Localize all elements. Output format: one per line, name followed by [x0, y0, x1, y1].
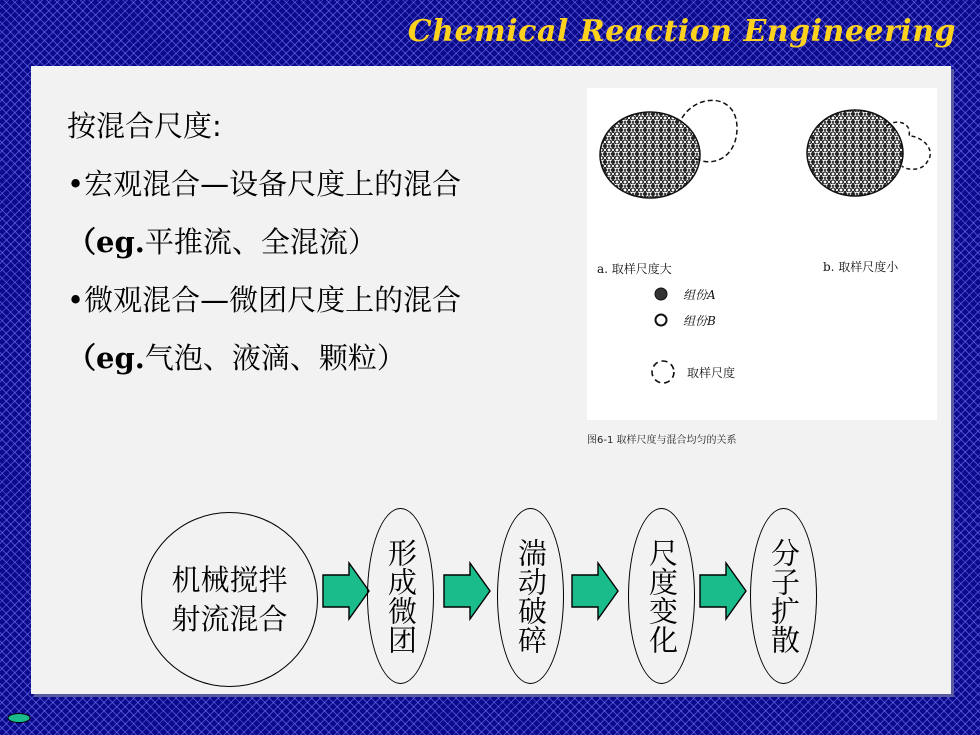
figure-caption: 图6-1 取样尺度与混合均匀的关系: [587, 435, 737, 446]
navigation-oval-icon[interactable]: [6, 712, 32, 724]
flow-step-molecular-diffusion: 分子扩散: [750, 508, 817, 684]
flow-arrow-4: [698, 561, 748, 621]
caption-b: b. 取样尺度小: [823, 260, 899, 274]
flow-step-turbulent-breakup: 湍动破碎: [497, 508, 564, 684]
micro-example-text: 气泡、液滴、颗粒）: [144, 341, 406, 375]
caption-a: a. 取样尺度大: [597, 262, 672, 276]
text-line-heading: 按混合尺度:: [67, 109, 222, 143]
eg-prefix: （eg.: [67, 341, 145, 375]
text-line-macro-mixing: •宏观混合—设备尺度上的混合: [67, 167, 462, 201]
flow-step-micro-cluster: 形成微团: [367, 508, 434, 684]
legend-label-b: 组份B: [683, 314, 716, 328]
flow-arrow-1: [321, 561, 371, 621]
flow-arrow-3: [570, 561, 620, 621]
legend-label-a: 组份A: [683, 288, 716, 302]
flow-step-stirring-jet: 机械搅拌 射流混合: [141, 512, 318, 687]
mixing-process-flow: [31, 66, 951, 694]
text-line-micro-mixing: •微观混合—微团尺度上的混合: [67, 283, 462, 317]
legend-label-scale: 取样尺度: [687, 366, 736, 380]
content-panel: [31, 66, 951, 694]
macro-example-text: 平推流、全混流）: [144, 225, 377, 259]
flow-arrow-2: [442, 561, 492, 621]
flow-step-scale-change: 尺度变化: [628, 508, 695, 684]
eg-prefix: （eg.: [67, 225, 145, 259]
slide-title: Chemical Reaction Engineering: [407, 14, 956, 49]
